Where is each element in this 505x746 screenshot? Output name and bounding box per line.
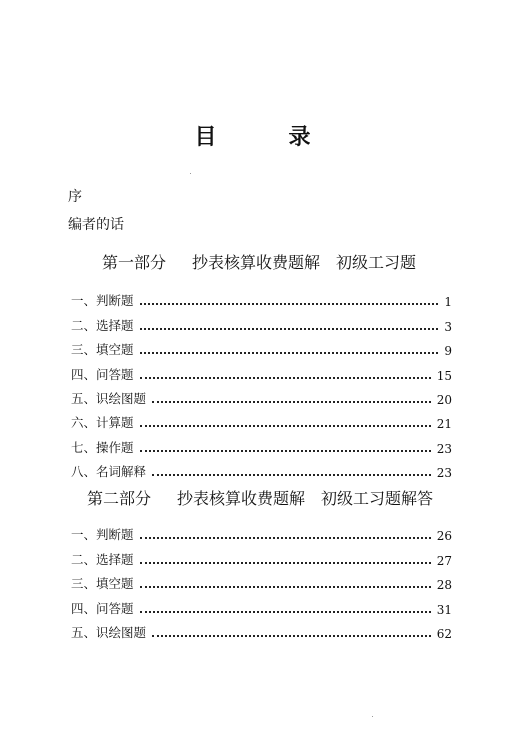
- toc-entry[interactable]: [71, 383, 452, 407]
- toc-entry[interactable]: [71, 592, 452, 616]
- toc-entry-label: 三、填空题: [71, 576, 134, 592]
- toc-entry[interactable]: [71, 617, 452, 641]
- toc-entry-label: 四、问答题: [71, 600, 134, 616]
- toc-leader-dots: [140, 450, 431, 452]
- toc-entry[interactable]: [71, 358, 452, 382]
- toc-entry[interactable]: [71, 407, 452, 431]
- toc-entry[interactable]: [71, 285, 452, 309]
- toc-list-part-1: [71, 285, 452, 480]
- toc-entry-label: 二、选择题: [71, 551, 134, 567]
- section-heading-part-1: [102, 250, 416, 273]
- front-matter-preface: 序: [68, 189, 82, 205]
- section-part-label: 第二部分: [87, 489, 152, 508]
- toc-entry[interactable]: [71, 543, 452, 567]
- toc-entry-page: 1: [444, 295, 452, 310]
- toc-entry[interactable]: [71, 519, 452, 543]
- toc-entry[interactable]: [71, 456, 452, 480]
- toc-entry-label: 三、填空题: [71, 342, 134, 358]
- toc-entry-page: 31: [436, 602, 452, 617]
- toc-entry-label: 一、判断题: [71, 293, 134, 309]
- toc-entry-label: 五、识绘图题: [71, 390, 147, 406]
- toc-entry[interactable]: [71, 309, 452, 333]
- toc-entry-page: 26: [436, 529, 452, 544]
- toc-leader-dots: [140, 328, 439, 330]
- section-part-label: 第一部分: [102, 253, 167, 272]
- toc-entry-page: 21: [436, 417, 452, 432]
- toc-entry-page: 23: [436, 441, 452, 456]
- scan-speck: [190, 173, 191, 174]
- toc-leader-dots: [140, 586, 431, 588]
- toc-entry-page: 3: [444, 319, 452, 334]
- toc-leader-dots: [140, 303, 439, 305]
- toc-entry-page: 20: [436, 392, 452, 407]
- toc-entry-label: 七、操作题: [71, 439, 134, 455]
- page-title: [0, 120, 505, 151]
- toc-leader-dots: [140, 611, 431, 613]
- toc-list-part-2: [71, 519, 452, 641]
- scan-speck: [372, 716, 373, 717]
- toc-leader-dots: [140, 377, 431, 379]
- toc-leader-dots: [152, 635, 431, 637]
- toc-entry-page: 23: [436, 466, 452, 481]
- title-char-2: 录: [288, 125, 311, 150]
- toc-leader-dots: [140, 562, 431, 564]
- toc-entry-label: 一、判断题: [71, 527, 134, 543]
- section-title: 抄表核算收费题解 初级工习题: [192, 253, 417, 272]
- front-matter-editors-note: 编者的话: [68, 217, 124, 233]
- section-heading-part-2: [87, 486, 433, 509]
- toc-leader-dots: [140, 537, 431, 539]
- toc-entry[interactable]: [71, 431, 452, 455]
- toc-leader-dots: [152, 474, 431, 476]
- toc-entry-label: 四、问答题: [71, 366, 134, 382]
- toc-entry-page: 28: [436, 578, 452, 593]
- toc-entry-page: 27: [436, 553, 452, 568]
- toc-entry-label: 八、名词解释: [71, 464, 147, 480]
- toc-entry-label: 五、识绘图题: [71, 624, 147, 640]
- toc-leader-dots: [140, 425, 431, 427]
- toc-entry-label: 六、计算题: [71, 415, 134, 431]
- toc-entry-page: 15: [436, 368, 452, 383]
- toc-entry[interactable]: [71, 568, 452, 592]
- toc-entry-label: 二、选择题: [71, 317, 134, 333]
- toc-leader-dots: [140, 352, 439, 354]
- title-char-1: 目: [194, 125, 217, 150]
- toc-leader-dots: [152, 401, 431, 403]
- toc-entry[interactable]: [71, 334, 452, 358]
- section-title: 抄表核算收费题解 初级工习题解答: [177, 489, 434, 508]
- toc-entry-page: 62: [436, 626, 452, 641]
- toc-entry-page: 9: [444, 344, 452, 359]
